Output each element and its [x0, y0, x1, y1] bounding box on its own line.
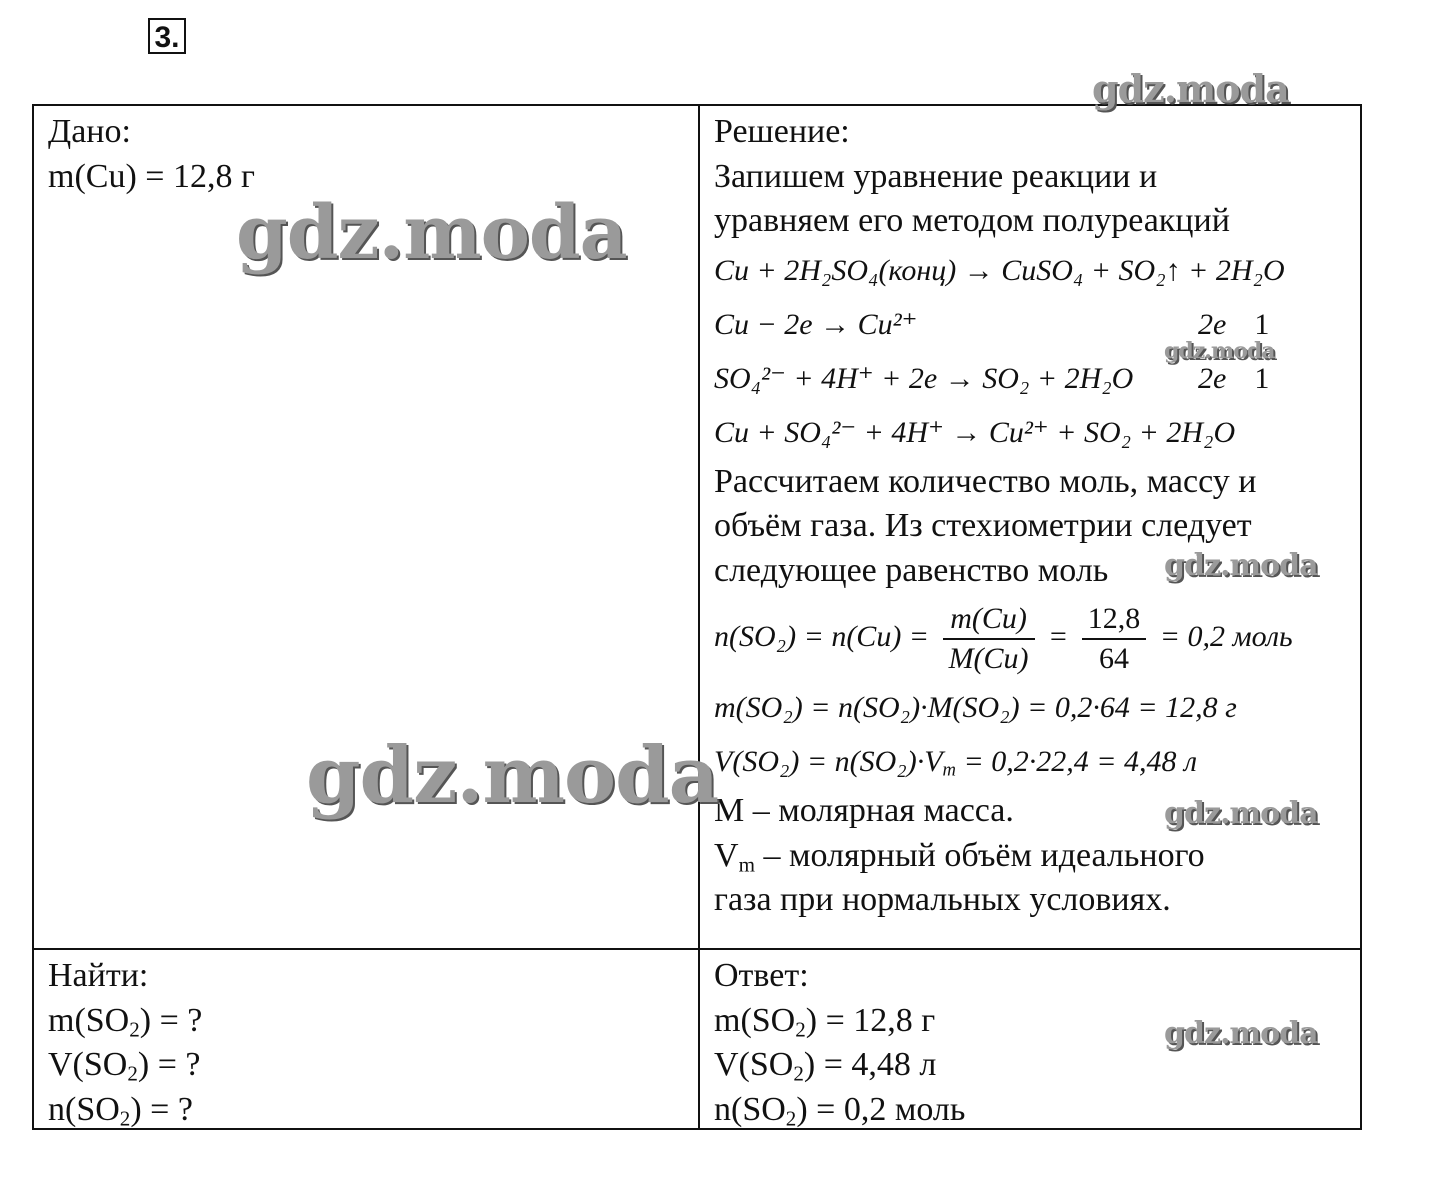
given-cell	[48, 110, 255, 199]
fraction-mass-over-molar: $\frac{m(Cu)}{M(Cu)}$	[943, 600, 1035, 678]
solution-cell	[714, 110, 1354, 923]
find-header: Найти:	[48, 957, 149, 994]
answer-header: Ответ:	[714, 957, 809, 994]
watermark: gdz.moda	[1164, 338, 1275, 364]
watermark: gdz.moda	[236, 190, 627, 276]
solution-header: Решение:	[714, 113, 850, 150]
watermark: gdz.moda	[1164, 796, 1318, 831]
calc-text-1: Рассчитаем количество моль, массу и	[714, 462, 1257, 500]
note-molar-volume: $V_m$ – молярный объём идеального	[714, 836, 1205, 876]
find-mass-so2: $m(SO_2)$ = ?	[48, 1001, 203, 1041]
watermark: gdz.moda	[1092, 66, 1289, 111]
calc-text-2: объём газа. Из стехиометрии следует	[714, 507, 1252, 544]
fraction-numeric: $\frac{12,8}{64}$	[1082, 600, 1147, 678]
watermark: gdz.moda	[1164, 1016, 1318, 1051]
volume-formula: $V(SO_2) = n(SO_2)\cdot V_m = 0,2\cdot 22,4 = 4,48$ л	[714, 745, 1198, 781]
find-amount-so2: $n(SO_2)$ = ?	[48, 1090, 193, 1130]
amount-result: = 0,2 моль	[1159, 620, 1293, 653]
solution-intro-2: уравняем его методом полуреакций	[714, 202, 1230, 239]
answer-mass-so2: $m(SO_2) = 12,8$ г	[714, 1001, 936, 1041]
half-reaction-reduction	[714, 352, 1354, 406]
equation-main: Cu + 2H₂SO₄(конц) → CuSO₄ + SO₂↑ + 2H₂O	[714, 253, 1285, 287]
find-volume-so2: $V(SO_2)$ = ?	[48, 1046, 201, 1086]
column-divider	[698, 106, 700, 1128]
amount-lhs: n(SO₂) = n(Cu) =	[714, 620, 930, 653]
amount-formula: n(SO₂) = n(Cu) = $\frac{m(Cu)}{M(Cu)}$ = $\frac{12,8}{64}$ = 0,2 моль	[714, 593, 1354, 681]
answer-cell	[714, 954, 965, 1132]
equation-ionic: Cu + SO₄²⁻ + 4H⁺ → Cu²⁺ + SO₂ + 2H₂O	[714, 415, 1236, 449]
find-cell	[48, 954, 202, 1132]
half-reaction-1-text: Cu − 2e → Cu²⁺	[714, 307, 918, 341]
watermark: gdz.moda	[306, 730, 719, 821]
half-reaction-oxidation	[714, 298, 1354, 352]
balance-row-2: 2e 1	[1198, 361, 1270, 395]
calc-text-3: следующее равенство моль	[714, 551, 1109, 589]
note-molar-volume-cont: газа при нормальных условиях.	[714, 881, 1171, 918]
note-molar-mass: M – молярная масса.	[714, 792, 1014, 829]
mass-formula: m(SO₂) = n(SO₂)·M(SO₂) = 0,2·64 = 12,8 г	[714, 691, 1237, 724]
watermark: gdz.moda	[1164, 548, 1318, 583]
answer-volume-so2: $V(SO_2) = 4,48$ л	[714, 1046, 937, 1086]
balance-row-1: 2e 1	[1198, 307, 1270, 341]
given-header: Дано:	[48, 113, 131, 150]
solution-table	[32, 104, 1362, 1130]
row-divider	[34, 948, 1360, 950]
given-mass-cu: m(Cu) = 12,8 г	[48, 157, 255, 195]
half-reaction-2-text: SO₄²⁻ + 4H⁺ + 2e → SO₂ + 2H₂O	[714, 361, 1134, 395]
task-number: 3.	[148, 18, 186, 54]
solution-intro-1: Запишем уравнение реакции и	[714, 157, 1158, 195]
answer-amount-so2: $n(SO_2) = 0,2$ моль	[714, 1090, 966, 1130]
